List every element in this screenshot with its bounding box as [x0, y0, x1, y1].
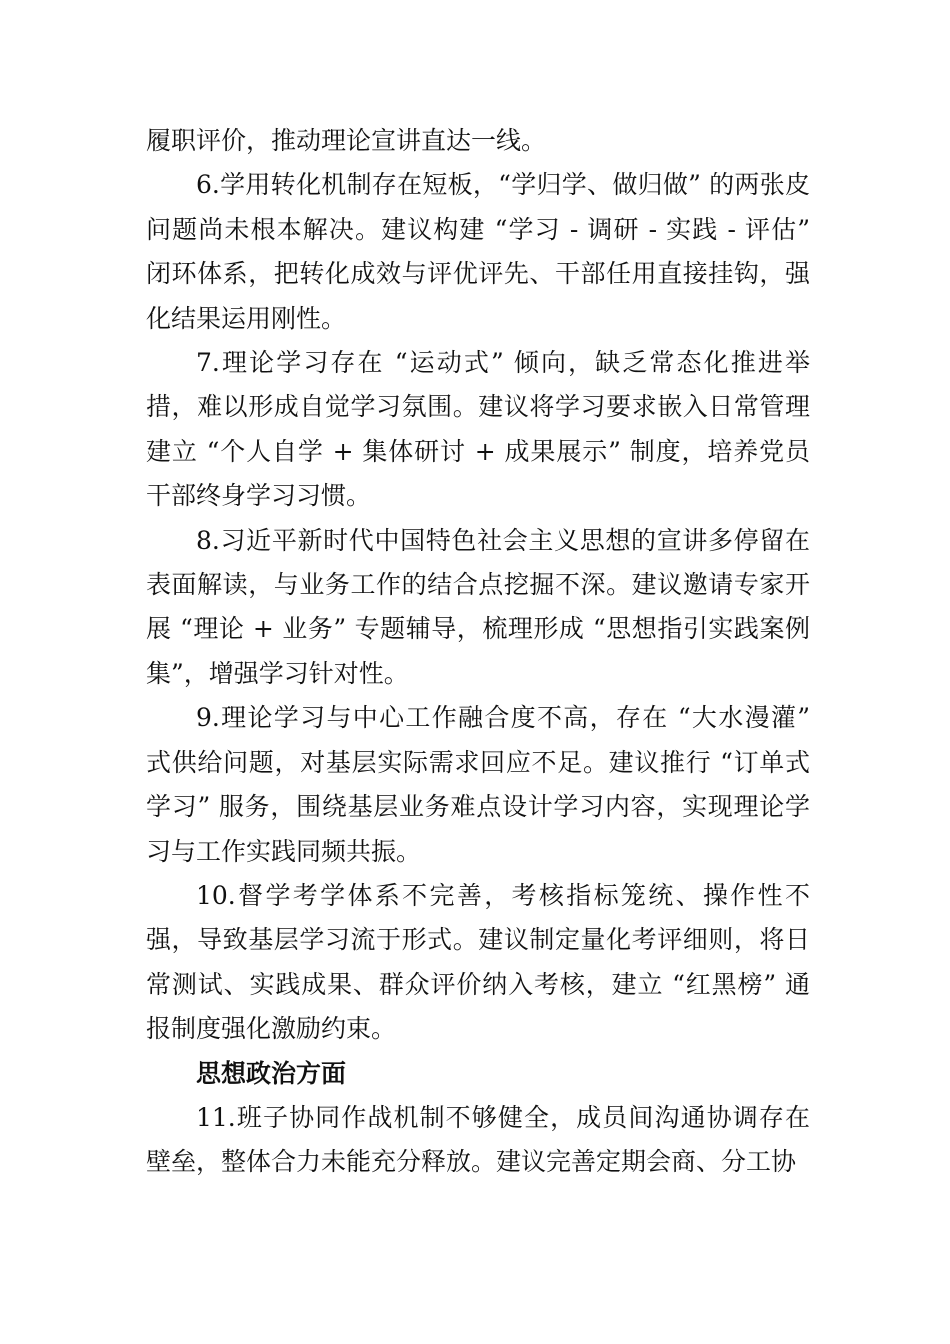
document-body: [146, 119, 810, 1185]
paragraph-continuation: 履职评价，推动理论宣讲直达一线。: [146, 126, 547, 155]
paragraph-item-8: 8.习近平新时代中国特色社会主义思想的宣讲多停留在表面解读，与业务工作的结合点挖掘不深。建议邀请专家开展 “理论 + 业务” 专题辅导，梳理形成 “思想指引实践案例集”，增强学习针对性。: [146, 525, 810, 688]
paragraph-item-6: 6.学用转化机制存在短板，“学归学、做归做” 的两张皮问题尚未根本解决。建议构建 “学习 - 调研 - 实践 - 评估” 闭环体系，把转化成效与评优评先、干部任用直接挂钩，强化结果运用刚性。: [146, 170, 810, 333]
paragraph-item-11: 11.班子协同作战机制不够健全，成员间沟通协调存在壁垒，整体合力未能充分释放。建议完善定期会商、分工协: [146, 1102, 810, 1177]
paragraph-item-10: 10.督学考学体系不完善，考核指标笼统、操作性不强，导致基层学习流于形式。建议制定量化考评细则，将日常测试、实践成果、群众评价纳入考核，建立 “红黑榜” 通报制度强化激励约束。: [146, 880, 810, 1044]
paragraph-item-9: 9.理论学习与中心工作融合度不高，存在 “大水漫灌” 式供给问题，对基层实际需求回应不足。建议推行 “订单式学习” 服务，围绕基层业务难点设计学习内容，实现理论学习与工作实践同频共振。: [146, 703, 810, 866]
paragraph-item-7: 7.理论学习存在 “运动式” 倾向，缺乏常态化推进举措，难以形成自觉学习氛围。建议将学习要求嵌入日常管理建立 “个人自学 + 集体研讨 + 成果展示” 制度，培养党员干部终身学习习惯。: [146, 348, 810, 511]
section-heading: 思想政治方面: [196, 1058, 347, 1088]
